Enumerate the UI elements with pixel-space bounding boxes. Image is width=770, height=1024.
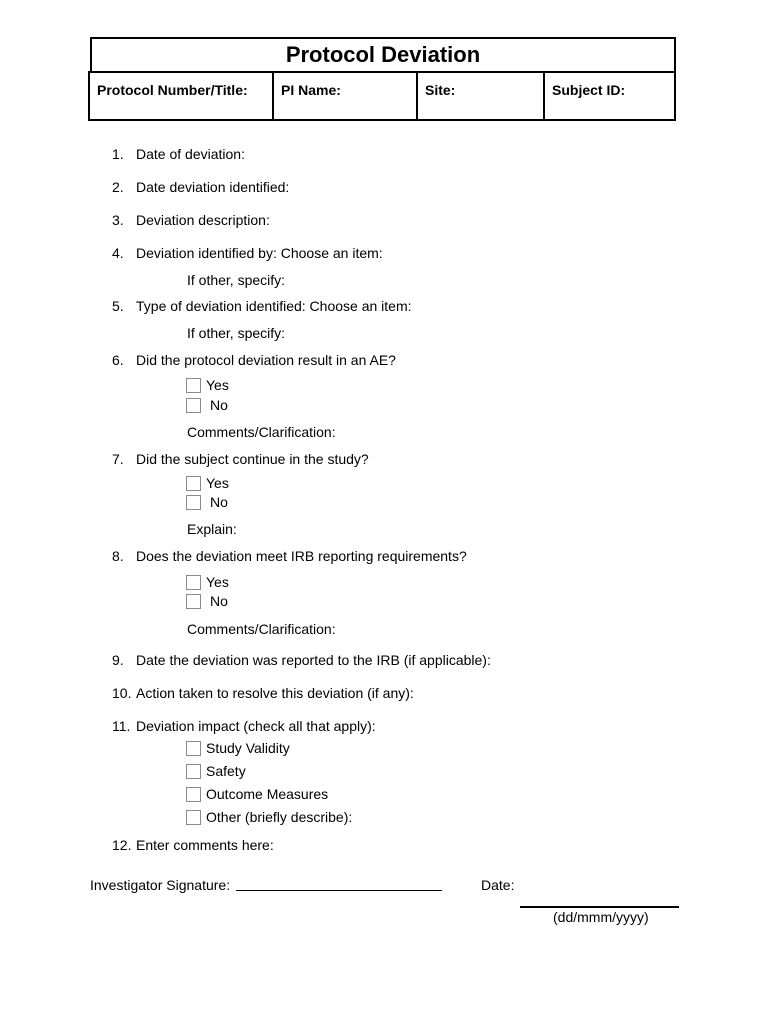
impact-study-validity-option[interactable]: Study Validity [186,740,290,756]
question-11: 11. Deviation impact (check all that apply): [112,718,376,734]
q7-no-option[interactable]: No [186,494,228,510]
impact-outcome-measures-option[interactable]: Outcome Measures [186,786,328,802]
question-2: 2. Date deviation identified: [112,179,290,195]
impact-safety-option[interactable]: Safety [186,763,246,779]
q7-yes-checkbox[interactable] [186,476,201,491]
other-specify-4: If other, specify: [187,272,286,288]
question-10: 10. Action taken to resolve this deviation (if any): [112,685,414,701]
question-5: 5. Type of deviation identified: Choose an item: [112,298,412,314]
date-line[interactable] [520,906,679,908]
q6-comments-label: Comments/Clarification: [187,424,336,440]
q6-no-option[interactable]: No [186,397,228,413]
q6-no-checkbox[interactable] [186,398,201,413]
impact-safety-checkbox[interactable] [186,764,201,779]
question-9: 9. Date the deviation was reported to the IRB (if applicable): [112,652,491,668]
q8-no-option[interactable]: No [186,593,228,609]
question-1: 1. Date of deviation: [112,146,245,162]
question-3: 3. Deviation description: [112,212,270,228]
impact-outcome-measures-checkbox[interactable] [186,787,201,802]
q8-no-checkbox[interactable] [186,594,201,609]
other-specify-5: If other, specify: [187,325,286,341]
question-4: 4. Deviation identified by: Choose an item: [112,245,383,261]
impact-study-validity-checkbox[interactable] [186,741,201,756]
q8-yes-option[interactable]: Yes [186,574,229,590]
question-6: 6. Did the protocol deviation result in an AE? [112,352,396,368]
signature-line[interactable] [236,890,442,891]
form-title: Protocol Deviation [90,37,676,71]
header-table [88,71,676,121]
question-8: 8. Does the deviation meet IRB reporting requirements? [112,548,467,564]
impact-other-option[interactable]: Other (briefly describe): [186,809,352,825]
impact-other-checkbox[interactable] [186,810,201,825]
date-format-hint: (dd/mmm/yyyy) [553,909,649,925]
q8-comments-label: Comments/Clarification: [187,621,336,637]
q7-explain-label: Explain: [187,521,237,537]
q7-no-checkbox[interactable] [186,495,201,510]
site-field[interactable]: Site: [418,73,545,119]
q7-yes-option[interactable]: Yes [186,475,229,491]
q6-yes-checkbox[interactable] [186,378,201,393]
q6-yes-option[interactable]: Yes [186,377,229,393]
pi-name-field[interactable]: PI Name: [274,73,418,119]
date-label: Date: [481,877,515,893]
subject-id-field[interactable]: Subject ID: [552,82,626,98]
q8-yes-checkbox[interactable] [186,575,201,590]
protocol-number-field[interactable]: Protocol Number/Title: [90,73,274,119]
question-12: 12. Enter comments here: [112,837,274,853]
question-7: 7. Did the subject continue in the study? [112,451,369,467]
signature-label: Investigator Signature: [90,877,231,893]
